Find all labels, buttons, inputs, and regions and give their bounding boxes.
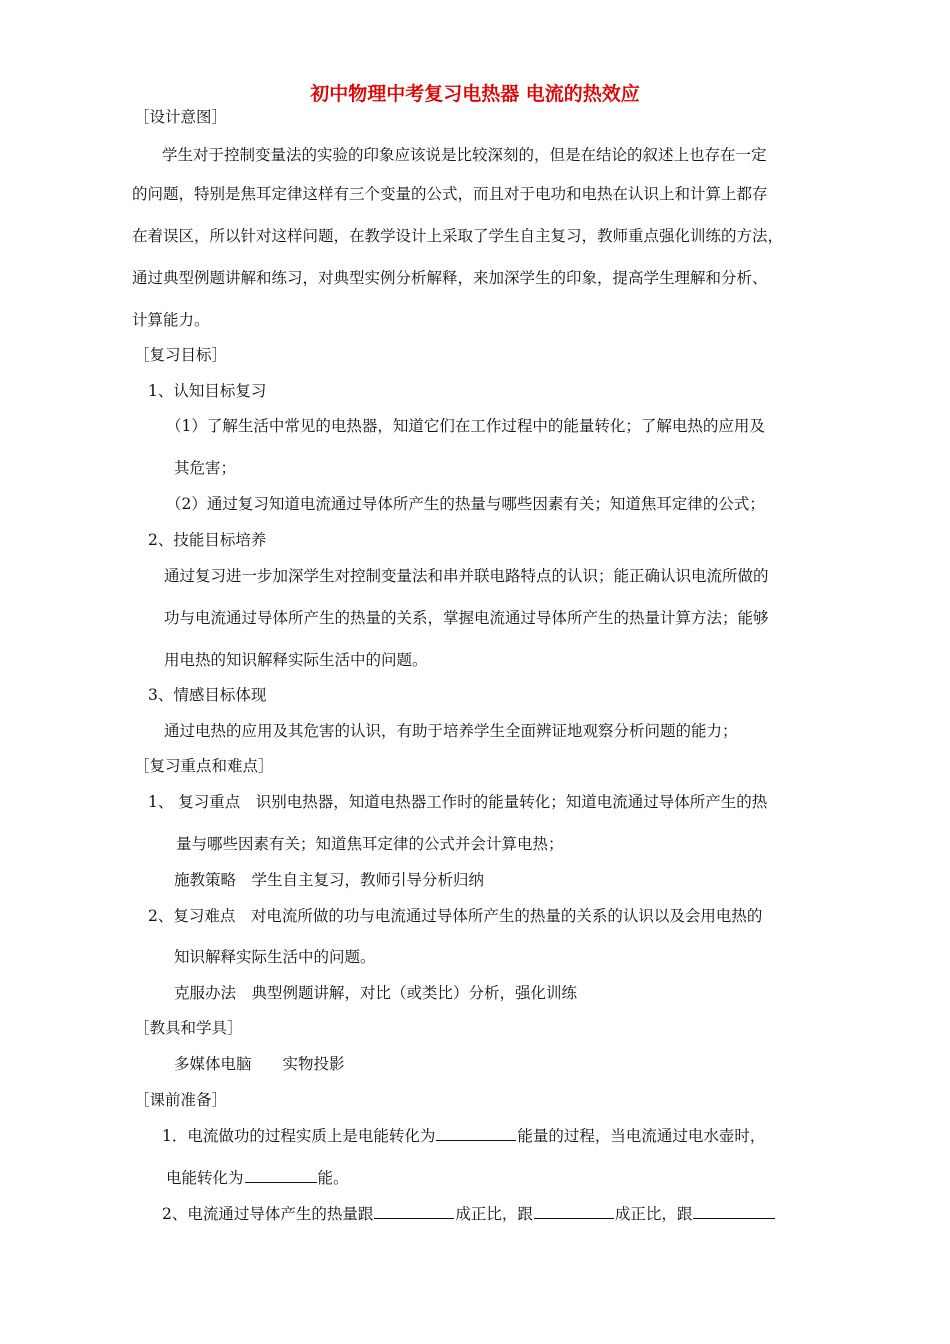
key-point-2: 2、复习难点 对电流所做的功与电流通过导体所产生的热量的关系的认识以及会用电热的 — [148, 907, 763, 925]
goal-2-title: 2、技能目标培养 — [148, 531, 267, 549]
answer-blank[interactable] — [245, 1168, 317, 1183]
goal-2-line: 功与电流通过导体所产生的热量的关系，掌握电流通过导体所产生的热量计算方法；能够 — [164, 609, 769, 627]
key-point-1-strategy: 施教策略 学生自主复习，教师引导分析归纳 — [174, 871, 485, 889]
section-heading-prep: ［课前准备］ — [134, 1091, 228, 1109]
document-title: 初中物理中考复习电热器 电流的热效应 — [310, 83, 640, 105]
question-1-cont — [166, 1168, 349, 1188]
goal-2-line: 用电热的知识解释实际生活中的问题。 — [164, 651, 428, 669]
question-1-text-b: 能量的过程，当电流通过电水壶时， — [517, 1127, 766, 1145]
paragraph-line: 在着误区，所以针对这样问题，在教学设计上采取了学生自主复习，教师重点强化训练的方法， — [132, 227, 784, 245]
question-1-text-d: 能。 — [317, 1169, 349, 1187]
tools-items: 多媒体电脑 实物投影 — [174, 1055, 345, 1073]
question-1-text-c: 电能转化为 — [166, 1169, 244, 1187]
question-2-text-a: 2、电流通过导体产生的热量跟 — [162, 1205, 374, 1223]
goal-3-title: 3、情感目标体现 — [148, 686, 267, 704]
paragraph-line: 的问题，特别是焦耳定律这样有三个变量的公式，而且对于电功和电热在认识上和计算上都存 — [132, 185, 768, 203]
answer-blank[interactable] — [534, 1204, 614, 1219]
question-1-text-a: 1．电流做功的过程实质上是电能转化为 — [162, 1127, 436, 1145]
section-heading-design: ［设计意图］ — [134, 108, 228, 126]
section-heading-tools: ［教具和学具］ — [134, 1019, 243, 1037]
key-point-1: 1、 复习重点 识别电热器，知道电热器工作时的能量转化；知道电流通过导体所产生的热 — [148, 793, 768, 811]
section-heading-key: ［复习重点和难点］ — [134, 757, 274, 775]
goal-1-title: 1、认知目标复习 — [148, 382, 267, 400]
section-heading-goals: ［复习目标］ — [134, 346, 228, 364]
answer-blank[interactable] — [374, 1204, 454, 1219]
paragraph-line: 通过典型例题讲解和练习，对典型实例分析解释，来加深学生的印象，提高学生理解和分析、 — [132, 269, 768, 287]
question-1 — [162, 1126, 765, 1146]
goal-3-line: 通过电热的应用及其危害的认识，有助于培养学生全面辨证地观察分析问题的能力； — [164, 722, 738, 740]
paragraph-line: 学生对于控制变量法的实验的印象应该说是比较深刻的，但是在结论的叙述上也存在一定 — [162, 146, 767, 164]
goal-1-item-1: （1）了解生活中常见的电热器，知道它们在工作过程中的能量转化；了解电热的应用及 — [166, 417, 765, 435]
answer-blank[interactable] — [436, 1126, 516, 1141]
key-point-1-cont: 量与哪些因素有关；知道焦耳定律的公式并会计算电热； — [176, 835, 564, 853]
question-2-text-c: 成正比，跟 — [614, 1205, 693, 1223]
question-2-text-b: 成正比，跟 — [455, 1205, 533, 1223]
goal-2-line: 通过复习进一步加深学生对控制变量法和串并联电路特点的认识；能正确认识电流所做的 — [164, 567, 769, 585]
answer-blank[interactable] — [693, 1204, 775, 1219]
key-point-2-method: 克服办法 典型例题讲解，对比（或类比）分析，强化训练 — [174, 984, 578, 1002]
goal-1-item-1-cont: 其危害； — [174, 459, 237, 477]
key-point-2-cont: 知识解释实际生活中的问题。 — [174, 948, 376, 966]
paragraph-line: 计算能力。 — [132, 311, 210, 329]
question-2 — [162, 1204, 776, 1224]
goal-1-item-2: （2）通过复习知道电流通过导体所产生的热量与哪些因素有关；知道焦耳定律的公式； — [166, 495, 765, 513]
